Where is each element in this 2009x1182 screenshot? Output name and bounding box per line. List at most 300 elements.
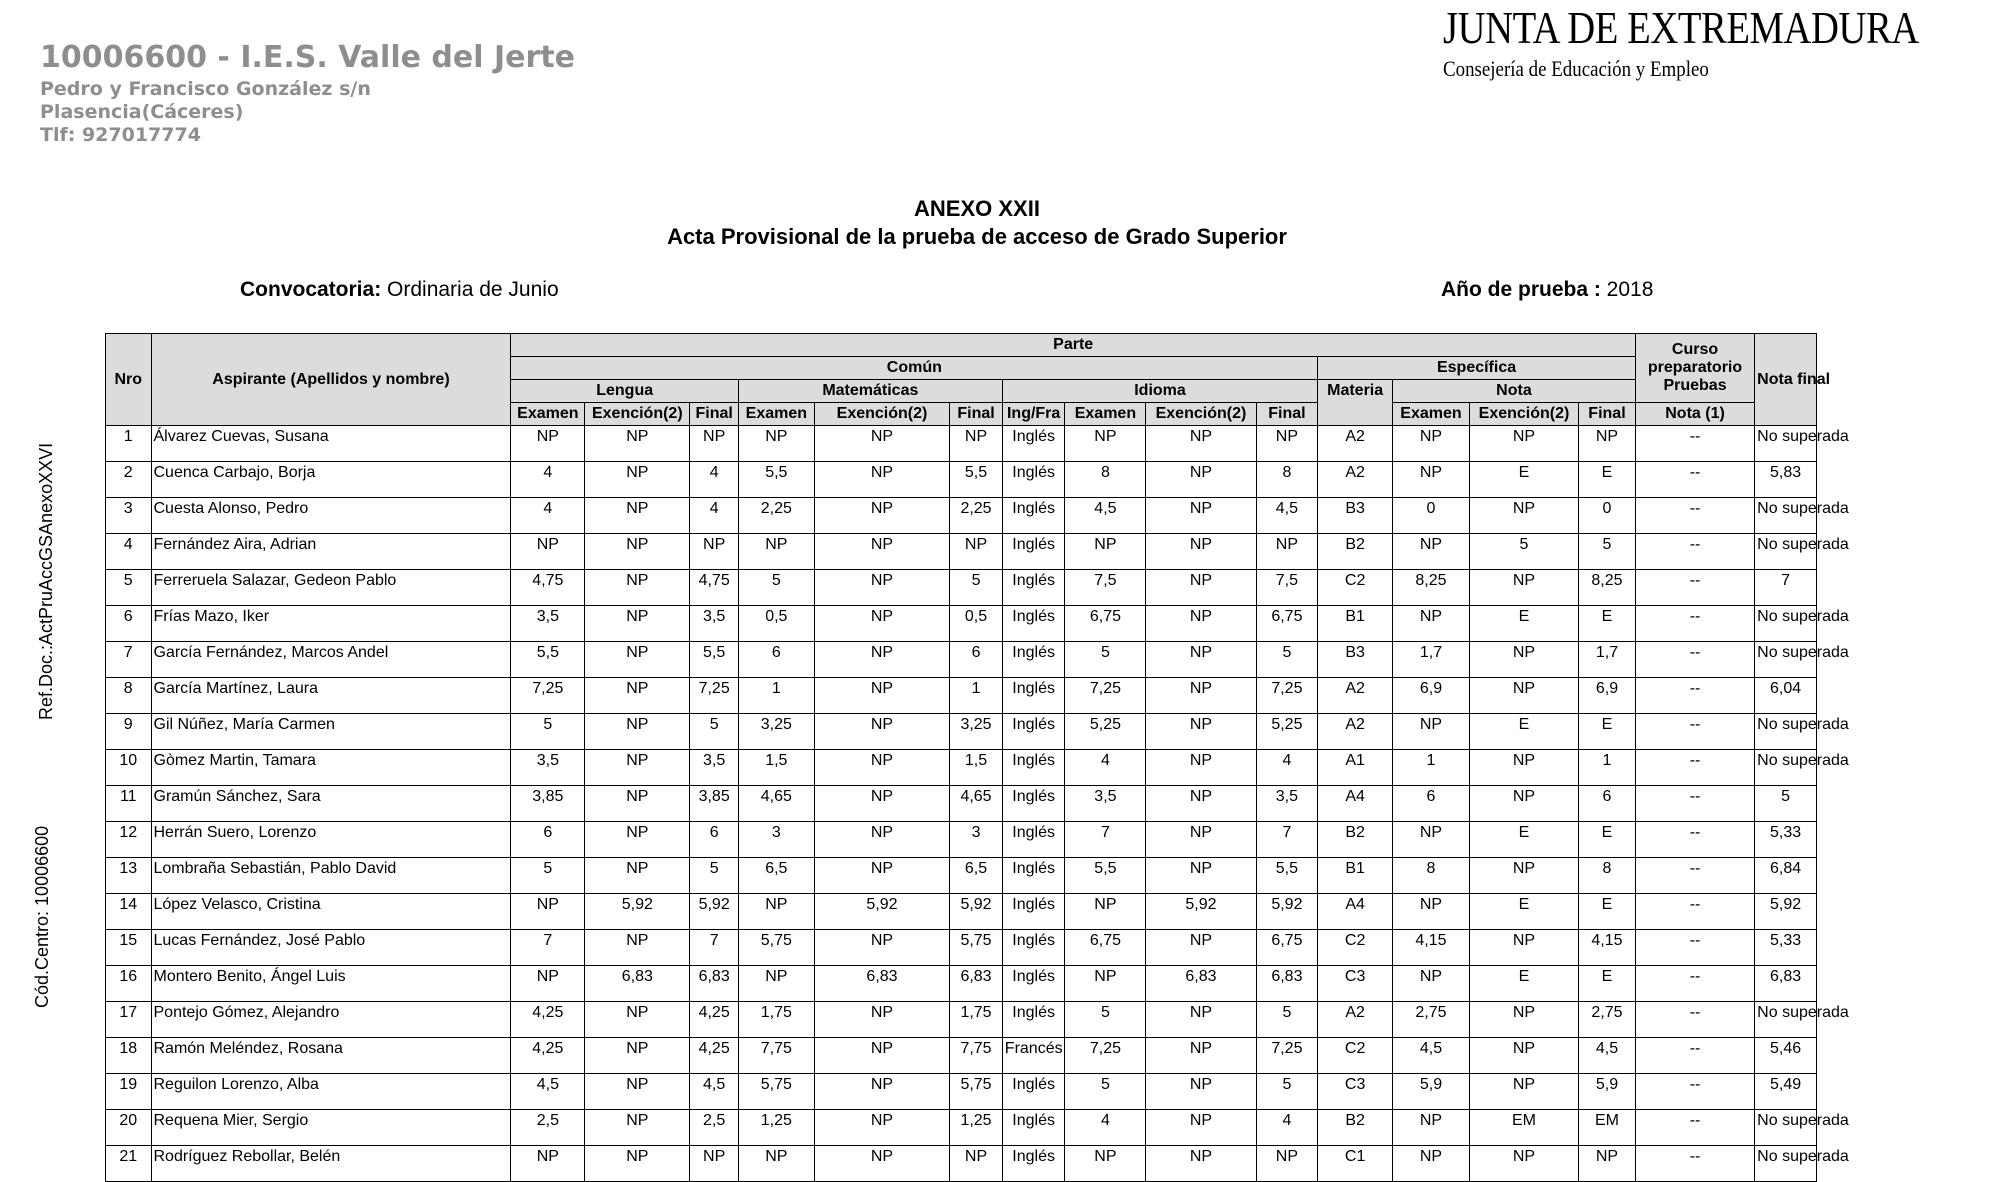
idioma-final-cell: 7,5 (1256, 570, 1318, 606)
nota-final-cell: 5,33 (1755, 822, 1817, 858)
mat-examen-cell: 1,5 (738, 750, 814, 786)
convocatoria-value: Ordinaria de Junio (381, 278, 559, 301)
col-nota: Nota (1393, 380, 1636, 403)
col-lengua-exencion: Exención(2) (585, 403, 690, 426)
table-row (106, 426, 1817, 462)
mat-final-cell: 2,25 (950, 498, 1003, 534)
mat-final-cell: 5,92 (950, 894, 1003, 930)
junta-logo-subtitle: Consejería de Educación y Empleo (1443, 56, 1709, 81)
idioma-exencion-cell: NP (1146, 642, 1256, 678)
mat-final-cell: 5,75 (950, 930, 1003, 966)
curso-cell: -- (1635, 678, 1754, 714)
school-address: Pedro y Francisco González s/n (40, 78, 371, 100)
lengua-final-cell: 3,5 (690, 750, 739, 786)
table-row (106, 1074, 1817, 1110)
idioma-examen-cell: NP (1065, 966, 1146, 1002)
mat-examen-cell: 1 (738, 678, 814, 714)
col-nota1: Nota (1) (1635, 403, 1754, 426)
idioma-final-cell: 7,25 (1256, 1038, 1318, 1074)
lengua-examen-cell: NP (511, 426, 585, 462)
esp-exencion-cell: NP (1469, 1002, 1578, 1038)
idioma-final-cell: 4,5 (1256, 498, 1318, 534)
esp-final-cell: EM (1579, 1110, 1636, 1146)
idioma-examen-cell: NP (1065, 894, 1146, 930)
esp-examen-cell: 0 (1393, 498, 1470, 534)
materia-cell: B1 (1318, 606, 1393, 642)
idioma-examen-cell: NP (1065, 534, 1146, 570)
idioma-exencion-cell: NP (1146, 1002, 1256, 1038)
esp-final-cell: 2,75 (1579, 1002, 1636, 1038)
mat-exencion-cell: NP (814, 714, 949, 750)
materia-cell: B2 (1318, 534, 1393, 570)
lengua-final-cell: 7,25 (690, 678, 739, 714)
esp-exencion-cell: NP (1469, 1146, 1578, 1182)
anio-prueba (1441, 278, 1653, 302)
idioma-exencion-cell: NP (1146, 930, 1256, 966)
mat-final-cell: 1,5 (950, 750, 1003, 786)
nro-cell: 18 (106, 1038, 152, 1074)
idioma-exencion-cell: NP (1146, 858, 1256, 894)
materia-cell: C2 (1318, 930, 1393, 966)
lengua-exencion-cell: NP (585, 606, 690, 642)
mat-examen-cell: 5 (738, 570, 814, 606)
esp-final-cell: NP (1579, 426, 1636, 462)
idioma-cell: Inglés (1002, 1002, 1065, 1038)
esp-exencion-cell: 5 (1469, 534, 1578, 570)
aspirante-cell: Fernández Aira, Adrian (151, 534, 511, 570)
col-idioma-examen: Examen (1065, 403, 1146, 426)
idioma-cell: Inglés (1002, 894, 1065, 930)
mat-final-cell: 0,5 (950, 606, 1003, 642)
mat-final-cell: 3,25 (950, 714, 1003, 750)
mat-exencion-cell: NP (814, 1038, 949, 1074)
lengua-final-cell: 5 (690, 714, 739, 750)
esp-final-cell: 5 (1579, 534, 1636, 570)
idioma-examen-cell: 5,5 (1065, 858, 1146, 894)
esp-examen-cell: 2,75 (1393, 1002, 1470, 1038)
lengua-final-cell: NP (690, 534, 739, 570)
idioma-final-cell: NP (1256, 426, 1318, 462)
curso-cell: -- (1635, 1002, 1754, 1038)
esp-final-cell: E (1579, 714, 1636, 750)
nota-final-cell: No superada (1755, 426, 1817, 462)
lengua-examen-cell: 4,75 (511, 570, 585, 606)
materia-cell: B3 (1318, 642, 1393, 678)
aspirante-cell: García Fernández, Marcos Andel (151, 642, 511, 678)
esp-exencion-cell: NP (1469, 750, 1578, 786)
esp-final-cell: 4,5 (1579, 1038, 1636, 1074)
table-row (106, 822, 1817, 858)
materia-cell: A2 (1318, 678, 1393, 714)
mat-final-cell: 1,75 (950, 1002, 1003, 1038)
mat-exencion-cell: NP (814, 930, 949, 966)
mat-exencion-cell: NP (814, 786, 949, 822)
aspirante-cell: Rodríguez Rebollar, Belén (151, 1146, 511, 1182)
curso-cell: -- (1635, 1038, 1754, 1074)
nro-cell: 14 (106, 894, 152, 930)
idioma-cell: Inglés (1002, 1110, 1065, 1146)
idioma-final-cell: 7 (1256, 822, 1318, 858)
aspirante-cell: López Velasco, Cristina (151, 894, 511, 930)
curso-cell: -- (1635, 1146, 1754, 1182)
lengua-exencion-cell: NP (585, 1002, 690, 1038)
idioma-exencion-cell: NP (1146, 498, 1256, 534)
idioma-exencion-cell: NP (1146, 1110, 1256, 1146)
idioma-cell: Inglés (1002, 930, 1065, 966)
idioma-examen-cell: 6,75 (1065, 930, 1146, 966)
mat-final-cell: 6,83 (950, 966, 1003, 1002)
curso-cell: -- (1635, 858, 1754, 894)
lengua-examen-cell: 4,25 (511, 1038, 585, 1074)
esp-exencion-cell: NP (1469, 642, 1578, 678)
mat-examen-cell: NP (738, 894, 814, 930)
idioma-cell: Inglés (1002, 1146, 1065, 1182)
table-row (106, 534, 1817, 570)
idioma-cell: Inglés (1002, 1074, 1065, 1110)
lengua-examen-cell: 4,5 (511, 1074, 585, 1110)
idioma-examen-cell: 5,25 (1065, 714, 1146, 750)
aspirante-cell: Ramón Meléndez, Rosana (151, 1038, 511, 1074)
lengua-exencion-cell: NP (585, 858, 690, 894)
nota-final-cell: 5,49 (1755, 1074, 1817, 1110)
idioma-exencion-cell: NP (1146, 750, 1256, 786)
idioma-exencion-cell: NP (1146, 1146, 1256, 1182)
nro-cell: 2 (106, 462, 152, 498)
idioma-exencion-cell: NP (1146, 1038, 1256, 1074)
centro-code-label: Cód.Centro: 10006600 (32, 825, 52, 1008)
esp-exencion-cell: NP (1469, 786, 1578, 822)
lengua-final-cell: 4 (690, 462, 739, 498)
idioma-exencion-cell: NP (1146, 426, 1256, 462)
curso-cell: -- (1635, 894, 1754, 930)
document-title: ANEXO XXII (914, 196, 1040, 221)
curso-cell: -- (1635, 462, 1754, 498)
table-row (106, 930, 1817, 966)
materia-cell: C2 (1318, 1038, 1393, 1074)
esp-examen-cell: 4,5 (1393, 1038, 1470, 1074)
esp-final-cell: 5,9 (1579, 1074, 1636, 1110)
curso-cell: -- (1635, 1074, 1754, 1110)
results-table (105, 333, 1849, 1182)
table-row (106, 642, 1817, 678)
curso-cell: -- (1635, 426, 1754, 462)
esp-examen-cell: 1,7 (1393, 642, 1470, 678)
aspirante-cell: Reguilon Lorenzo, Alba (151, 1074, 511, 1110)
esp-final-cell: 6 (1579, 786, 1636, 822)
esp-examen-cell: 5,9 (1393, 1074, 1470, 1110)
aspirante-cell: Gil Núñez, María Carmen (151, 714, 511, 750)
esp-examen-cell: 6,9 (1393, 678, 1470, 714)
esp-final-cell: E (1579, 606, 1636, 642)
nota-final-cell: No superada (1755, 714, 1817, 750)
mat-exencion-cell: NP (814, 606, 949, 642)
lengua-examen-cell: 7 (511, 930, 585, 966)
idioma-exencion-cell: NP (1146, 822, 1256, 858)
school-phone: Tlf: 927017774 (40, 124, 201, 146)
nro-cell: 5 (106, 570, 152, 606)
nro-cell: 16 (106, 966, 152, 1002)
idioma-examen-cell: 4 (1065, 1110, 1146, 1146)
col-nro: Nro (106, 334, 152, 426)
mat-exencion-cell: NP (814, 822, 949, 858)
lengua-final-cell: 4,25 (690, 1038, 739, 1074)
mat-final-cell: 1 (950, 678, 1003, 714)
nota-final-cell: No superada (1755, 1002, 1817, 1038)
lengua-exencion-cell: NP (585, 534, 690, 570)
lengua-final-cell: NP (690, 1146, 739, 1182)
nota-final-cell: No superada (1755, 1146, 1817, 1182)
lengua-exencion-cell: 5,92 (585, 894, 690, 930)
lengua-final-cell: 5 (690, 858, 739, 894)
aspirante-cell: Montero Benito, Ángel Luis (151, 966, 511, 1002)
esp-examen-cell: NP (1393, 1146, 1470, 1182)
esp-final-cell: 8,25 (1579, 570, 1636, 606)
col-lengua-final: Final (690, 403, 739, 426)
col-mat-exencion: Exención(2) (814, 403, 949, 426)
idioma-examen-cell: 7,5 (1065, 570, 1146, 606)
mat-examen-cell: 1,75 (738, 1002, 814, 1038)
lengua-exencion-cell: NP (585, 642, 690, 678)
mat-exencion-cell: NP (814, 1074, 949, 1110)
aspirante-cell: Ferreruela Salazar, Gedeon Pablo (151, 570, 511, 606)
materia-cell: A1 (1318, 750, 1393, 786)
lengua-final-cell: 3,5 (690, 606, 739, 642)
lengua-final-cell: 6,83 (690, 966, 739, 1002)
school-header (40, 38, 575, 147)
nro-cell: 4 (106, 534, 152, 570)
mat-examen-cell: 3 (738, 822, 814, 858)
lengua-examen-cell: 7,25 (511, 678, 585, 714)
curso-cell: -- (1635, 786, 1754, 822)
col-mat-final: Final (950, 403, 1003, 426)
mat-exencion-cell: NP (814, 1110, 949, 1146)
idioma-cell: Inglés (1002, 534, 1065, 570)
col-idioma-final: Final (1256, 403, 1318, 426)
col-matematicas: Matemáticas (738, 380, 1002, 403)
idioma-exencion-cell: NP (1146, 678, 1256, 714)
materia-cell: C3 (1318, 966, 1393, 1002)
mat-exencion-cell: NP (814, 534, 949, 570)
materia-cell: A2 (1318, 714, 1393, 750)
curso-cell: -- (1635, 750, 1754, 786)
esp-exencion-cell: E (1469, 714, 1578, 750)
idioma-examen-cell: NP (1065, 1146, 1146, 1182)
col-materia: Materia (1318, 380, 1393, 426)
materia-cell: C2 (1318, 570, 1393, 606)
esp-exencion-cell: NP (1469, 858, 1578, 894)
lengua-final-cell: 3,85 (690, 786, 739, 822)
curso-cell: -- (1635, 714, 1754, 750)
esp-examen-cell: NP (1393, 1110, 1470, 1146)
idioma-examen-cell: 7 (1065, 822, 1146, 858)
idioma-final-cell: NP (1256, 534, 1318, 570)
idioma-exencion-cell: NP (1146, 786, 1256, 822)
esp-final-cell: E (1579, 462, 1636, 498)
lengua-examen-cell: 4,25 (511, 1002, 585, 1038)
idioma-final-cell: 6,75 (1256, 930, 1318, 966)
esp-exencion-cell: E (1469, 894, 1578, 930)
mat-final-cell: 5,5 (950, 462, 1003, 498)
mat-final-cell: 5,75 (950, 1074, 1003, 1110)
nro-cell: 20 (106, 1110, 152, 1146)
lengua-examen-cell: NP (511, 966, 585, 1002)
lengua-exencion-cell: NP (585, 678, 690, 714)
curso-cell: -- (1635, 570, 1754, 606)
lengua-examen-cell: 4 (511, 462, 585, 498)
lengua-examen-cell: 3,85 (511, 786, 585, 822)
nro-cell: 11 (106, 786, 152, 822)
mat-final-cell: NP (950, 1146, 1003, 1182)
idioma-final-cell: 3,5 (1256, 786, 1318, 822)
col-aspirante: Aspirante (Apellidos y nombre) (151, 334, 511, 426)
curso-cell: -- (1635, 606, 1754, 642)
idioma-final-cell: NP (1256, 1146, 1318, 1182)
col-ingfra: Ing/Fra (1002, 403, 1065, 426)
idioma-exencion-cell: NP (1146, 570, 1256, 606)
esp-exencion-cell: NP (1469, 570, 1578, 606)
materia-cell: A2 (1318, 462, 1393, 498)
esp-exencion-cell: E (1469, 462, 1578, 498)
idioma-exencion-cell: NP (1146, 534, 1256, 570)
esp-examen-cell: NP (1393, 714, 1470, 750)
idioma-examen-cell: 6,75 (1065, 606, 1146, 642)
aspirante-cell: Lombraña Sebastián, Pablo David (151, 858, 511, 894)
lengua-final-cell: 4 (690, 498, 739, 534)
header-row-1 (106, 334, 1817, 357)
nota-final-cell: 5,83 (1755, 462, 1817, 498)
mat-exencion-cell: NP (814, 642, 949, 678)
document-titles (0, 196, 1834, 252)
materia-cell: A2 (1318, 426, 1393, 462)
mat-examen-cell: 4,65 (738, 786, 814, 822)
col-nota-final: Nota final (1755, 334, 1817, 426)
idioma-cell: Inglés (1002, 678, 1065, 714)
esp-exencion-cell: NP (1469, 678, 1578, 714)
lengua-final-cell: 2,5 (690, 1110, 739, 1146)
aspirante-cell: Cuesta Alonso, Pedro (151, 498, 511, 534)
esp-examen-cell: NP (1393, 822, 1470, 858)
mat-exencion-cell: NP (814, 498, 949, 534)
mat-examen-cell: NP (738, 534, 814, 570)
nro-cell: 3 (106, 498, 152, 534)
nro-cell: 6 (106, 606, 152, 642)
mat-final-cell: 7,75 (950, 1038, 1003, 1074)
col-esp-final: Final (1579, 403, 1636, 426)
mat-exencion-cell: NP (814, 426, 949, 462)
table-row (106, 1038, 1817, 1074)
lengua-examen-cell: 5 (511, 714, 585, 750)
table-row (106, 750, 1817, 786)
lengua-examen-cell: 4 (511, 498, 585, 534)
idioma-cell: Inglés (1002, 858, 1065, 894)
mat-examen-cell: NP (738, 1146, 814, 1182)
lengua-examen-cell: 3,5 (511, 750, 585, 786)
materia-cell: C3 (1318, 1074, 1393, 1110)
idioma-examen-cell: 3,5 (1065, 786, 1146, 822)
idioma-exencion-cell: 6,83 (1146, 966, 1256, 1002)
idioma-final-cell: 5,25 (1256, 714, 1318, 750)
mat-examen-cell: NP (738, 966, 814, 1002)
nota-final-cell: 7 (1755, 570, 1817, 606)
col-parte: Parte (511, 334, 1635, 357)
table-row (106, 786, 1817, 822)
esp-final-cell: E (1579, 822, 1636, 858)
nro-cell: 17 (106, 1002, 152, 1038)
lengua-final-cell: 4,5 (690, 1074, 739, 1110)
lengua-examen-cell: NP (511, 534, 585, 570)
esp-final-cell: 8 (1579, 858, 1636, 894)
table-row (106, 1146, 1817, 1182)
table-row (106, 1002, 1817, 1038)
mat-final-cell: 3 (950, 822, 1003, 858)
nota-final-cell: 6,83 (1755, 966, 1817, 1002)
mat-exencion-cell: 5,92 (814, 894, 949, 930)
esp-exencion-cell: NP (1469, 930, 1578, 966)
convocatoria (240, 278, 559, 302)
idioma-cell: Inglés (1002, 426, 1065, 462)
idioma-final-cell: 8 (1256, 462, 1318, 498)
esp-examen-cell: NP (1393, 534, 1470, 570)
nro-cell: 19 (106, 1074, 152, 1110)
lengua-exencion-cell: NP (585, 786, 690, 822)
mat-exencion-cell: NP (814, 750, 949, 786)
curso-cell: -- (1635, 930, 1754, 966)
idioma-examen-cell: 5 (1065, 1002, 1146, 1038)
esp-exencion-cell: E (1469, 606, 1578, 642)
idioma-examen-cell: 7,25 (1065, 1038, 1146, 1074)
idioma-final-cell: 5 (1256, 1002, 1318, 1038)
col-esp-exencion: Exención(2) (1469, 403, 1578, 426)
nota-final-cell: No superada (1755, 642, 1817, 678)
mat-examen-cell: 5,75 (738, 1074, 814, 1110)
idioma-cell: Inglés (1002, 642, 1065, 678)
nro-cell: 7 (106, 642, 152, 678)
mat-examen-cell: 7,75 (738, 1038, 814, 1074)
col-comun: Común (511, 357, 1318, 380)
materia-cell: A2 (1318, 1002, 1393, 1038)
mat-examen-cell: 5,5 (738, 462, 814, 498)
esp-final-cell: 1 (1579, 750, 1636, 786)
results-body (106, 426, 1849, 1182)
idioma-cell: Inglés (1002, 714, 1065, 750)
esp-exencion-cell: NP (1469, 1074, 1578, 1110)
nota-final-cell: No superada (1755, 498, 1817, 534)
table-row (106, 1110, 1817, 1146)
mat-exencion-cell: NP (814, 1002, 949, 1038)
lengua-exencion-cell: NP (585, 1074, 690, 1110)
convocatoria-label: Convocatoria: (240, 278, 382, 301)
lengua-exencion-cell: NP (585, 750, 690, 786)
idioma-final-cell: 5 (1256, 642, 1318, 678)
nota-final-cell: No superada (1755, 750, 1817, 786)
school-city: Plasencia(Cáceres) (40, 101, 244, 123)
esp-final-cell: 4,15 (1579, 930, 1636, 966)
lengua-exencion-cell: NP (585, 822, 690, 858)
table-row (106, 678, 1817, 714)
esp-exencion-cell: NP (1469, 498, 1578, 534)
curso-cell: -- (1635, 534, 1754, 570)
aspirante-cell: Pontejo Gómez, Alejandro (151, 1002, 511, 1038)
mat-final-cell: 4,65 (950, 786, 1003, 822)
materia-cell: C1 (1318, 1146, 1393, 1182)
table-row (106, 966, 1817, 1002)
idioma-cell: Inglés (1002, 750, 1065, 786)
mat-final-cell: 6,5 (950, 858, 1003, 894)
table-row (106, 894, 1817, 930)
mat-examen-cell: 6,5 (738, 858, 814, 894)
col-lengua: Lengua (511, 380, 738, 403)
esp-examen-cell: 1 (1393, 750, 1470, 786)
